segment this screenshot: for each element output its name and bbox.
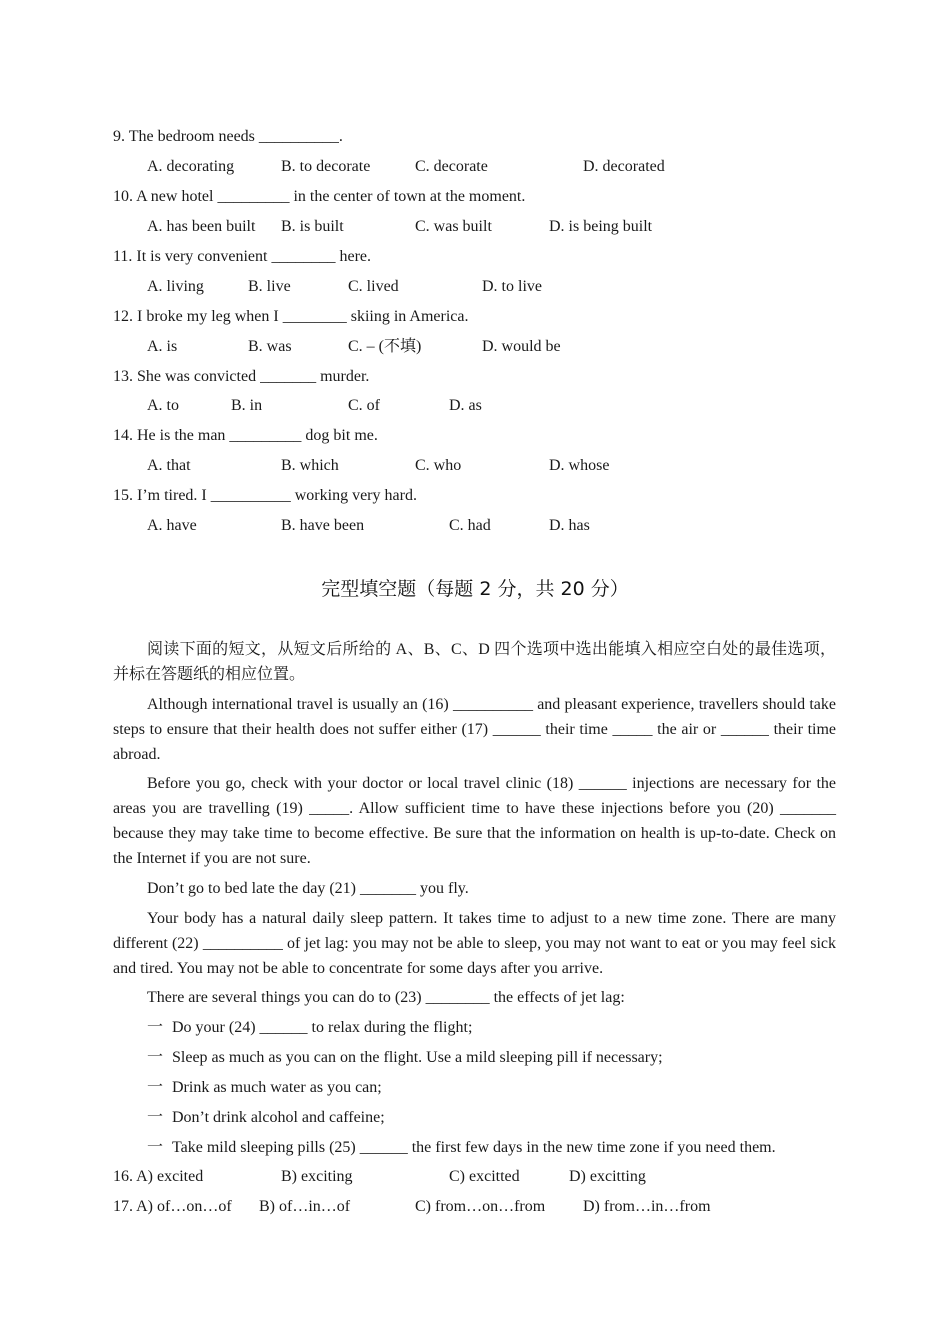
option: D. whose bbox=[549, 457, 610, 474]
option: D. has bbox=[549, 517, 590, 534]
option: C. – (不填) bbox=[348, 338, 422, 355]
option: A. to bbox=[147, 397, 179, 414]
dash-bullet-icon: 一 bbox=[147, 1019, 164, 1036]
option: D) from…in…from bbox=[583, 1198, 711, 1215]
question-stem: 15. I’m tired. I __________ working very hard. bbox=[113, 487, 417, 504]
instruction-paragraph: 阅读下面的短文，从短文后所给的 A、B、C、D 四个选项中选出能填入相应空白处的最佳选项，并标在答题纸的相应位置。 bbox=[113, 641, 836, 683]
dash-bullet-icon: 一 bbox=[147, 1079, 164, 1096]
passage-paragraph: Don’t go to bed late the day (21) _______ you fly. bbox=[147, 880, 469, 897]
list-item-text: Do your (24) ______ to relax during the flight; bbox=[172, 1019, 473, 1036]
option: D. decorated bbox=[583, 158, 665, 175]
option: B. was bbox=[248, 338, 292, 355]
option: A. has been built bbox=[147, 218, 256, 235]
list-item bbox=[147, 1138, 776, 1158]
option: C. decorate bbox=[415, 158, 488, 175]
option: B. to decorate bbox=[281, 158, 371, 175]
passage-paragraph: Before you go, check with your doctor or local travel clinic (18) ______ injections are necessary for the areas you are travelling (19) _____. Allow sufficient time to have these injections before you (20) _______ because they may take time to become effective. Be sure that the information on health is up-to-date. Check on the Internet if you are not sure. bbox=[113, 775, 836, 867]
list-item-text: Drink as much water as you can; bbox=[172, 1079, 382, 1096]
list-item-text: Take mild sleeping pills (25) ______ the first few days in the new time zone if you need them. bbox=[172, 1139, 776, 1156]
option: C. had bbox=[449, 517, 491, 534]
dash-bullet-icon: 一 bbox=[147, 1109, 164, 1126]
option: B. in bbox=[231, 397, 263, 414]
dash-bullet-icon: 一 bbox=[147, 1139, 164, 1156]
option: C. who bbox=[415, 457, 462, 474]
dash-bullet-icon: 一 bbox=[147, 1049, 164, 1066]
option: A. is bbox=[147, 338, 178, 355]
list-item bbox=[147, 1108, 385, 1128]
list-item bbox=[147, 1078, 382, 1098]
question-stem: 14. He is the man _________ dog bit me. bbox=[113, 427, 378, 444]
option: A. living bbox=[147, 278, 204, 295]
question-stem: 9. The bedroom needs __________. bbox=[113, 128, 343, 145]
option: A. that bbox=[147, 457, 191, 474]
option: D. to live bbox=[482, 278, 542, 295]
option: A. have bbox=[147, 517, 197, 534]
section-title: 完型填空题（每题 2 分，共 20 分） bbox=[321, 578, 629, 600]
option: C) excitted bbox=[449, 1168, 520, 1185]
question-stem: 12. I broke my leg when I ________ skiing in America. bbox=[113, 308, 469, 325]
question-stem: 13. She was convicted _______ murder. bbox=[113, 368, 370, 385]
option: D) excitting bbox=[569, 1168, 646, 1185]
list-item bbox=[147, 1048, 663, 1068]
option: B. live bbox=[248, 278, 291, 295]
option: B. which bbox=[281, 457, 339, 474]
passage-paragraph: There are several things you can do to (23) ________ the effects of jet lag: bbox=[147, 989, 625, 1006]
answer-row-16: 16. A) excited bbox=[113, 1168, 204, 1185]
option: C) from…on…from bbox=[415, 1198, 546, 1215]
list-item-text: Sleep as much as you can on the flight. Use a mild sleeping pill if necessary; bbox=[172, 1049, 663, 1066]
answer-row-17: 17. A) of…on…of bbox=[113, 1198, 232, 1215]
passage-paragraph: Although international travel is usually an (16) __________ and pleasant experience, travellers should take steps to ensure that their health does not suffer either (17) ______ their time _____ the air or ______ their time abroad. bbox=[113, 696, 836, 763]
option: B) of…in…of bbox=[259, 1198, 351, 1215]
option: A. decorating bbox=[147, 158, 235, 175]
option: B. is built bbox=[281, 218, 344, 235]
list-item-text: Don’t drink alcohol and caffeine; bbox=[172, 1109, 385, 1126]
option: D. as bbox=[449, 397, 482, 414]
option: C. of bbox=[348, 397, 380, 414]
option: D. is being built bbox=[549, 218, 653, 235]
question-stem: 10. A new hotel _________ in the center of town at the moment. bbox=[113, 188, 526, 205]
option: C. was built bbox=[415, 218, 492, 235]
option: D. would be bbox=[482, 338, 561, 355]
list-item bbox=[147, 1018, 472, 1038]
passage-paragraph: Your body has a natural daily sleep pattern. It takes time to adjust to a new time zone. There are many different (22) __________ of jet lag: you may not be able to sleep, you may not want to eat or you may feel sick and tired. You may not be able to concentrate for some days after you arrive. bbox=[113, 910, 836, 977]
option: B. have been bbox=[281, 517, 365, 534]
question-stem: 11. It is very convenient ________ here. bbox=[113, 248, 372, 265]
option: B) exciting bbox=[281, 1168, 353, 1185]
option: C. lived bbox=[348, 278, 399, 295]
